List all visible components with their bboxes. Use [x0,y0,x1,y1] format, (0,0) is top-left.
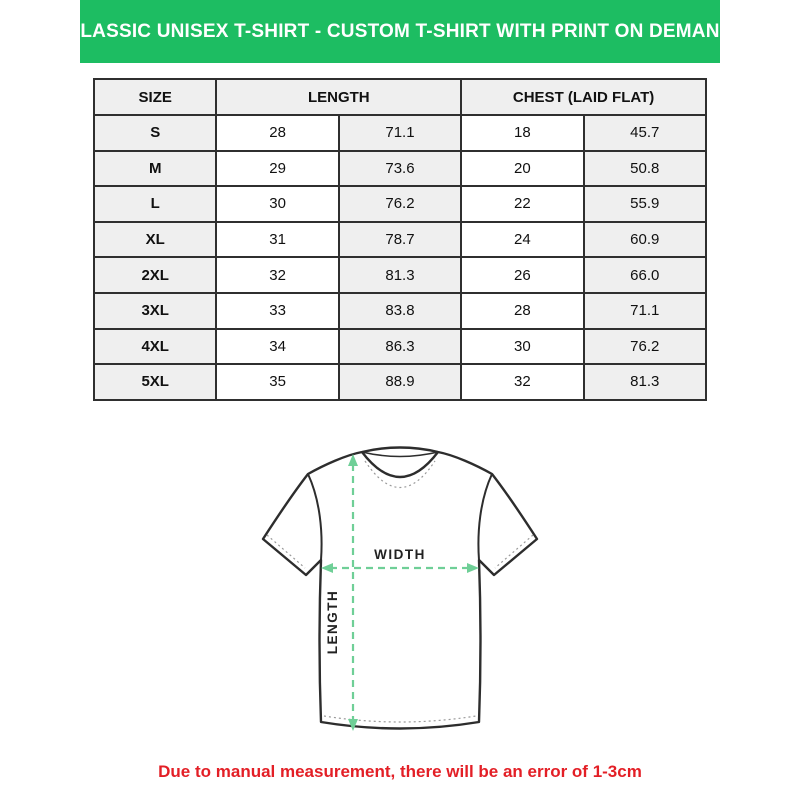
chest-cm-cell: 45.7 [584,115,706,151]
chest-in-cell: 30 [461,329,583,365]
length-cm-cell: 78.7 [339,222,461,258]
chest-in-cell: 28 [461,293,583,329]
size-cell: 2XL [94,257,216,293]
tshirt-outline [263,448,537,729]
length-in-cell: 33 [216,293,338,329]
length-in-cell: 32 [216,257,338,293]
size-chart-table [93,78,707,401]
table-row [94,186,706,222]
table-row [94,257,706,293]
length-in-cell: 28 [216,115,338,151]
length-in-cell: 31 [216,222,338,258]
length-in-cell: 29 [216,151,338,187]
length-cm-cell: 76.2 [339,186,461,222]
chest-in-cell: 20 [461,151,583,187]
column-header-length: LENGTH [216,79,461,115]
chest-in-cell: 18 [461,115,583,151]
size-cell: S [94,115,216,151]
length-cm-cell: 71.1 [339,115,461,151]
chest-cm-cell: 81.3 [584,364,706,400]
chest-cm-cell: 76.2 [584,329,706,365]
column-header-size: SIZE [94,79,216,115]
length-in-cell: 30 [216,186,338,222]
chest-in-cell: 32 [461,364,583,400]
length-cm-cell: 88.9 [339,364,461,400]
size-cell: 4XL [94,329,216,365]
table-row [94,293,706,329]
chest-in-cell: 24 [461,222,583,258]
chest-cm-cell: 55.9 [584,186,706,222]
chest-cm-cell: 50.8 [584,151,706,187]
table-row [94,329,706,365]
chest-cm-cell: 71.1 [584,293,706,329]
column-header-chest: CHEST (LAID FLAT) [461,79,706,115]
table-row [94,115,706,151]
table-row [94,222,706,258]
length-cm-cell: 83.8 [339,293,461,329]
table-row [94,151,706,187]
table-header-row [94,79,706,115]
chest-in-cell: 22 [461,186,583,222]
length-cm-cell: 73.6 [339,151,461,187]
chest-cm-cell: 60.9 [584,222,706,258]
tshirt-measurement-diagram [250,440,550,750]
chest-in-cell: 26 [461,257,583,293]
length-in-cell: 35 [216,364,338,400]
table-row [94,364,706,400]
width-label: WIDTH [374,547,426,562]
chest-cm-cell: 66.0 [584,257,706,293]
size-cell: 3XL [94,293,216,329]
length-label: LENGTH [325,589,340,655]
title-banner [66,0,734,63]
length-cm-cell: 81.3 [339,257,461,293]
size-cell: M [94,151,216,187]
length-in-cell: 34 [216,329,338,365]
measurement-error-note: Due to manual measurement, there will be an error of 1-3cm [158,762,642,781]
size-cell: L [94,186,216,222]
length-cm-cell: 86.3 [339,329,461,365]
size-cell: XL [94,222,216,258]
size-cell: 5XL [94,364,216,400]
page-title: CLASSIC UNISEX T-SHIRT - CUSTOM T-SHIRT WITH PRINT ON DEMAND [66,20,734,42]
